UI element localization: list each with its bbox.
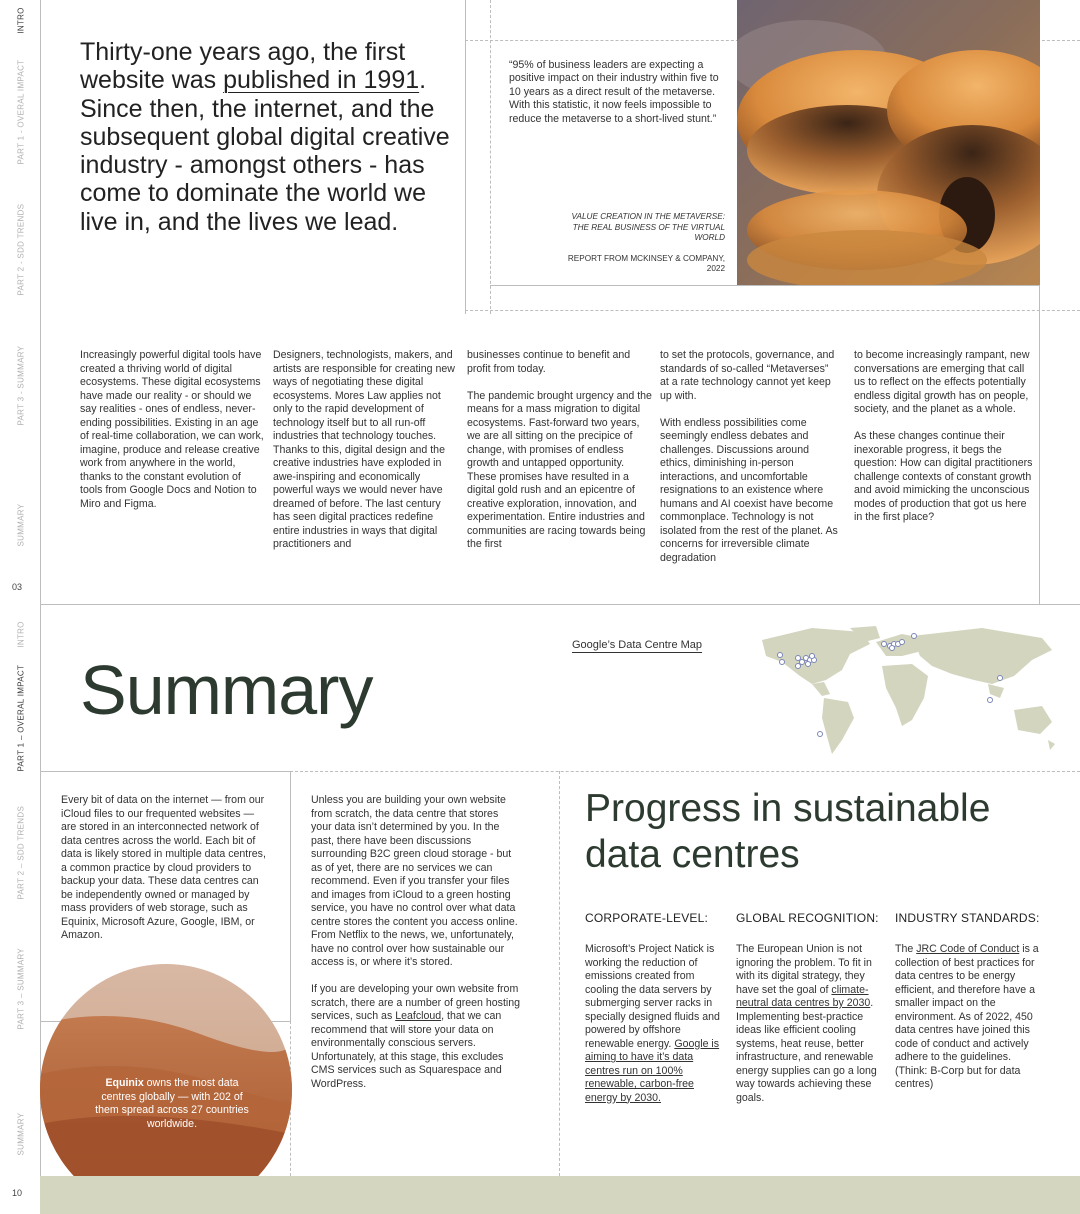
- divider: [465, 310, 1080, 311]
- mushroom-photo: [737, 0, 1040, 285]
- page-number-bottom: 10: [12, 1188, 23, 1198]
- sidebar-label-part3[interactable]: PART 3 - SUMMARY: [16, 345, 26, 426]
- intro-column-4: to set the protocols, governance, and standards of so-called “Metaverses” at a rate technology cannot yet keep up with. With endless possibilities come seemingly endless debates and challenges. Discussions around ethics, diminishing in-person interactions, and uncomfortable resignations to an existence where humans and AI coexist have become commonplace. Technology is not isolated from the rest of the planet. As concerns for irreversible climate degradation: [660, 349, 838, 564]
- sidebar-label-intro[interactable]: INTRO: [16, 7, 26, 34]
- world-map: [752, 622, 1062, 762]
- summary-column-2: Unless you are building your own website from scratch, the data centre that stores your data isn’t determined by you. In the past, there have been discussions surrounding B2C green cloud storage - but as of yet, there are no services we can recommend. Even if you transfer your files and images from iCloud to a green hosting service, you have no control over what data centre stores the content you access online. From Netflix to the news, we, unfortunately, have no control over how sustainable our access is, or where it’s stored. If you are developing your own website from scratch, there are a number of green hosting services, such as Leafcloud, that we can recommend that will store your data on environmentally conscious servers. Unfortunately, at this stage, this excludes CMS services such as Squarespace and WordPress.: [311, 794, 521, 1090]
- intro-lead-text: Thirty-one years ago, the first website was published in 1991. Since then, the internet, and the subsequent global digital creative industry - amongst others - has come to dominate the world we live in, and the lives we lead.: [80, 38, 450, 236]
- heading-industry-standards: INDUSTRY STANDARDS:: [895, 911, 1040, 925]
- map-label-link[interactable]: Google’s Data Centre Map: [572, 639, 703, 651]
- jrc-code-link[interactable]: JRC Code of Conduct: [916, 943, 1020, 955]
- divider: [465, 0, 466, 314]
- equinix-callout: Equinix owns the most data centres globally — with 202 of them spread across 27 countries worldwide.: [95, 1077, 249, 1130]
- leafcloud-link[interactable]: Leafcloud: [395, 1010, 442, 1022]
- corporate-level-text: Microsoft’s Project Natick is working the reduction of emissions created from cooling the data servers by submerging server racks in specially designed fluids and powered by offshore renewable energy. Google is aiming to have it’s data centres run on 100% renewable, carbon-free energy by 2030.: [585, 943, 720, 1104]
- heading-corporate-level: CORPORATE-LEVEL:: [585, 911, 709, 925]
- divider: [490, 285, 1040, 286]
- climate-neutral-link[interactable]: climate-neutral data centres by 2030: [736, 983, 871, 1009]
- desert-photo: [40, 964, 292, 1178]
- sidebar-label-part3-2[interactable]: PART 3 – SUMMARY: [16, 947, 26, 1030]
- heading-global-recognition: GLOBAL RECOGNITION:: [736, 911, 879, 925]
- global-recognition-text: The European Union is not ignoring the problem. To fit in with its digital strategy, they have set the goal of climate-neutral data centres by 2030. Implementing best-practice ideas like efficient cooling systems, heat reuse, better infrastructure, and renewable energy supplies can go a long way towards achieving these goals.: [736, 943, 877, 1104]
- summary-column-1: Every bit of data on the internet — from our iCloud files to our frequented websites — are stored in an interconnected network of data centres across the world. Each bit of data is likely stored in multiple data centres, a common practice by cloud providers to backup your data. These data centres can be independently owned or managed by mass providers of web storage, such as Equinix, Microsoft Azure, Google, IBM, or Amazon.: [61, 794, 266, 941]
- divider: [490, 0, 491, 314]
- intro-column-3: businesses continue to benefit and profit from today. The pandemic brought urgency and the means for a mass migration to digital ecosystems. Fast-forward two years, we are all sitting on the precipice of change, with promises of endless growth and untapped opportunity. These promises have resulted in a digital gold rush and an epicentre of creative exploration, innovation, and experimentation. Entire industries and communities are racing towards being the first: [467, 349, 652, 550]
- sidebar-label-part2-2[interactable]: PART 2 – SDD TRENDS: [16, 805, 26, 900]
- divider: [40, 604, 1080, 605]
- sidebar-label-intro-2[interactable]: INTRO: [16, 621, 26, 648]
- industry-standards-text: The JRC Code of Conduct is a collection of best practices for data centres to be energy efficient, and therefore have a smaller impact on the environment. As of 2022, 450 data centres have joined this code of conduct and actively adhere to the guidelines. (Think: B-Corp but for data centres): [895, 943, 1039, 1090]
- intro-column-2: Designers, technologists, makers, and artists are responsible for creating new ways of negotiating these digital ecosystems. Mores Law applies not only to the rapid development of technology itself but to all run-off industries that technology touches. Thanks to this, digital design and the creative industries have exploded in awe-inspiring and economically powerful ways we would never have dreamed of before. The last century has seen digital practices redefine entire industries in ways that digital practitioners and: [273, 349, 455, 550]
- divider: [40, 771, 290, 772]
- progress-title: Progress in sustainable data centres: [585, 787, 991, 876]
- footer-band: [40, 1176, 1080, 1214]
- published-1991-link[interactable]: published in 1991: [223, 66, 420, 95]
- divider: [559, 771, 560, 1176]
- quote-source-report: REPORT FROM MCKINSEY & COMPANY, 2022: [567, 253, 725, 273]
- intro-column-5: to become increasingly rampant, new conversations are emerging that call us to reflect on the effects potentially endless digital growth has on people, society, and the planet as a whole. As these changes continue their inexorable progress, it begs the question: How can digital practitioners challenge contexts of constant growth and avoid mimicking the unconscious modes of production that got us here in the first place?: [854, 349, 1033, 523]
- sidebar-label-summary[interactable]: SUMMARY: [16, 503, 26, 547]
- page-number-top: 03: [12, 582, 23, 592]
- sidebar-label-part1[interactable]: PART 1 - OVERAL IMPACT: [16, 59, 26, 165]
- quote-source: [555, 212, 725, 275]
- sidebar-label-part2[interactable]: PART 2 - SDD TRENDS: [16, 203, 26, 296]
- summary-title: Summary: [80, 651, 373, 729]
- sidebar-label-summary-2[interactable]: SUMMARY: [16, 1112, 26, 1156]
- divider: [290, 771, 1080, 772]
- pull-quote: “95% of business leaders are expecting a positive impact on their industry within five to 10 years as a direct result of the metaverse. With this statistic, it now feels impossible to reduce the metaverse to a short-lived stunt.”: [509, 59, 719, 125]
- intro-column-1: Increasingly powerful digital tools have created a thriving world of digital ecosystems. These digital ecosystems have made our reality - or should we say realities - ones of endless, never-ending possibilities. Existing in an age of real-time collaboration, we can work, imagine, produce and release creative work from anywhere in the world, thanks to the constant evolution of tools from Google Docs and Notion to Miro and Figma.: [80, 349, 264, 510]
- sidebar-label-part1-2[interactable]: PART 1 – OVERAL IMPACT: [16, 664, 26, 772]
- google-renewable-link[interactable]: Google is aiming to have it’s data centres run on 100% renewable, carbon-free energy by 2030.: [585, 1037, 720, 1104]
- quote-source-title: VALUE CREATION IN THE METAVERSE: THE REAL BUSINESS OF THE VIRTUAL WORLD: [571, 212, 725, 242]
